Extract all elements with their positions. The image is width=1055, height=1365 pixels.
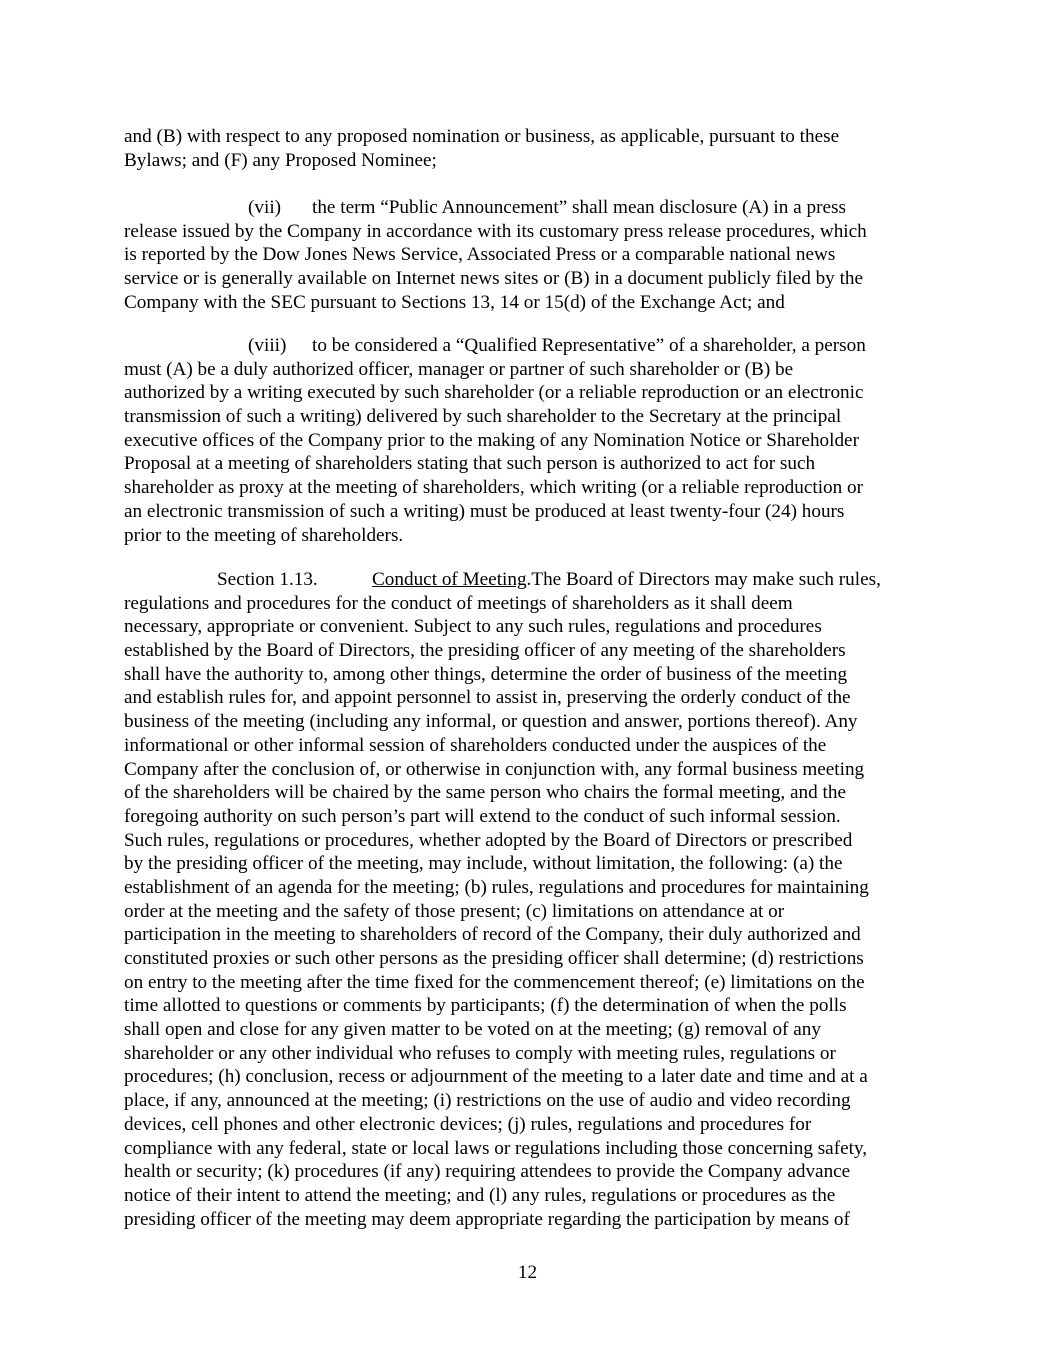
paragraph-vii: [124, 196, 944, 314]
text-line: and (B) with respect to any proposed nomination or business, as applicable, pursuant to these: [124, 126, 840, 147]
text-line: and establish rules for, and appoint personnel to assist in, preserving the orderly conduct of the: [124, 687, 851, 709]
text-line: compliance with any federal, state or local laws or regulations including those concerning safety,: [124, 1137, 868, 1159]
paragraph-first-line: [124, 196, 944, 220]
text-line: must (A) be a duly authorized officer, manager or partner of such shareholder or (B) be: [124, 358, 794, 380]
text-line: authorized by a writing executed by such shareholder (or a reliable reproduction or an electronic: [124, 382, 864, 404]
text-line: shall have the authority to, among other things, determine the order of business of the meeting: [124, 663, 848, 685]
text-line: to be considered a “Qualified Representative” of a shareholder, a person: [312, 335, 866, 356]
paragraph-first-line: [124, 334, 944, 358]
text-line: the term “Public Announcement” shall mean disclosure (A) in a press: [312, 197, 846, 218]
text-line: Company after the conclusion of, or otherwise in conjunction with, any formal business meeting: [124, 758, 865, 780]
text-line: order at the meeting and the safety of those present; (c) limitations on attendance at or: [124, 900, 785, 922]
text-line: establishment of an agenda for the meeting; (b) rules, regulations and procedures for maintaining: [124, 876, 869, 898]
item-number: (vii): [248, 197, 282, 218]
text-line: established by the Board of Directors, the presiding officer of any meeting of the shareholders: [124, 640, 846, 662]
text-line: devices, cell phones and other electronic devices; (j) rules, regulations and procedures for: [124, 1113, 812, 1135]
section-title: Conduct of Meeting: [372, 569, 527, 590]
text-line: by the presiding officer of the meeting, may include, without limitation, the following: (a) the: [124, 853, 843, 875]
item-number: (viii): [248, 335, 287, 356]
text-line: place, if any, announced at the meeting; (i) restrictions on the use of audio and video recording: [124, 1090, 851, 1112]
text-line: shall open and close for any given matter to be voted on at the meeting; (g) removal of any: [124, 1019, 821, 1041]
text-line: on entry to the meeting after the time fixed for the commencement thereof; (e) limitations on the: [124, 971, 865, 993]
text-line: necessary, appropriate or convenient. Subject to any such rules, regulations and procedures: [124, 616, 822, 638]
text-line: service or is generally available on Internet news sites or (B) in a document publicly filed by the: [124, 268, 864, 290]
paragraph-viii: [124, 334, 944, 547]
text-line: .The Board of Directors may make such rules,: [526, 569, 881, 590]
text-line: foregoing authority on such person’s part will extend to the conduct of such informal session.: [124, 805, 841, 827]
text-line: of the shareholders will be chaired by the same person who chairs the formal meeting, and the: [124, 782, 846, 804]
text-line: procedures; (h) conclusion, recess or adjournment of the meeting to a later date and time and at a: [124, 1066, 868, 1088]
text-line: Proposal at a meeting of shareholders stating that such person is authorized to act for such: [124, 453, 816, 475]
text-line: transmission of such a writing) delivered by such shareholder to the Secretary at the principal: [124, 406, 842, 428]
text-line: is reported by the Dow Jones News Service, Associated Press or a comparable national news: [124, 244, 836, 266]
section-label: Section 1.13.: [217, 569, 318, 590]
text-line: executive offices of the Company prior to the making of any Nomination Notice or Shareholder: [124, 429, 859, 451]
text-line: prior to the meeting of shareholders.: [124, 524, 404, 546]
text-line: regulations and procedures for the conduct of meetings of shareholders as it shall deem: [124, 592, 793, 614]
section-heading-line: [124, 568, 944, 592]
text-line: presiding officer of the meeting may deem appropriate regarding the participation by means of: [124, 1208, 850, 1230]
text-line: shareholder as proxy at the meeting of shareholders, which writing (or a reliable reproduction or: [124, 477, 863, 499]
text-line: business of the meeting (including any informal, or question and answer, portions thereof). Any: [124, 711, 858, 733]
text-line: health or security; (k) procedures (if any) requiring attendees to provide the Company advance: [124, 1161, 851, 1183]
text-line: notice of their intent to attend the meeting; and (l) any rules, regulations or procedures as the: [124, 1184, 836, 1206]
text-line: an electronic transmission of such a writing) must be produced at least twenty-four (24) hours: [124, 500, 845, 522]
text-line: time allotted to questions or comments by participants; (f) the determination of when the polls: [124, 995, 847, 1017]
text-line: shareholder or any other individual who refuses to comply with meeting rules, regulations or: [124, 1042, 836, 1064]
text-line: constituted proxies or such other persons as the presiding officer shall determine; (d) restrictions: [124, 948, 864, 969]
text-line: informational or other informal session of shareholders conducted under the auspices of the: [124, 734, 827, 756]
text-line: Bylaws; and (F) any Proposed Nominee;: [124, 149, 437, 171]
paragraph-continuation: [124, 125, 944, 172]
text-line: release issued by the Company in accordance with its customary press release procedures, which: [124, 220, 867, 242]
section-1-13: [124, 568, 944, 1231]
text-line: Such rules, regulations or procedures, whether adopted by the Board of Directors or prescribed: [124, 829, 853, 851]
text-line: Company with the SEC pursuant to Sections 13, 14 or 15(d) of the Exchange Act; and: [124, 291, 785, 313]
page-number: 12: [517, 1262, 538, 1283]
text-line: participation in the meeting to shareholders of record of the Company, their duly authorized and: [124, 924, 861, 946]
